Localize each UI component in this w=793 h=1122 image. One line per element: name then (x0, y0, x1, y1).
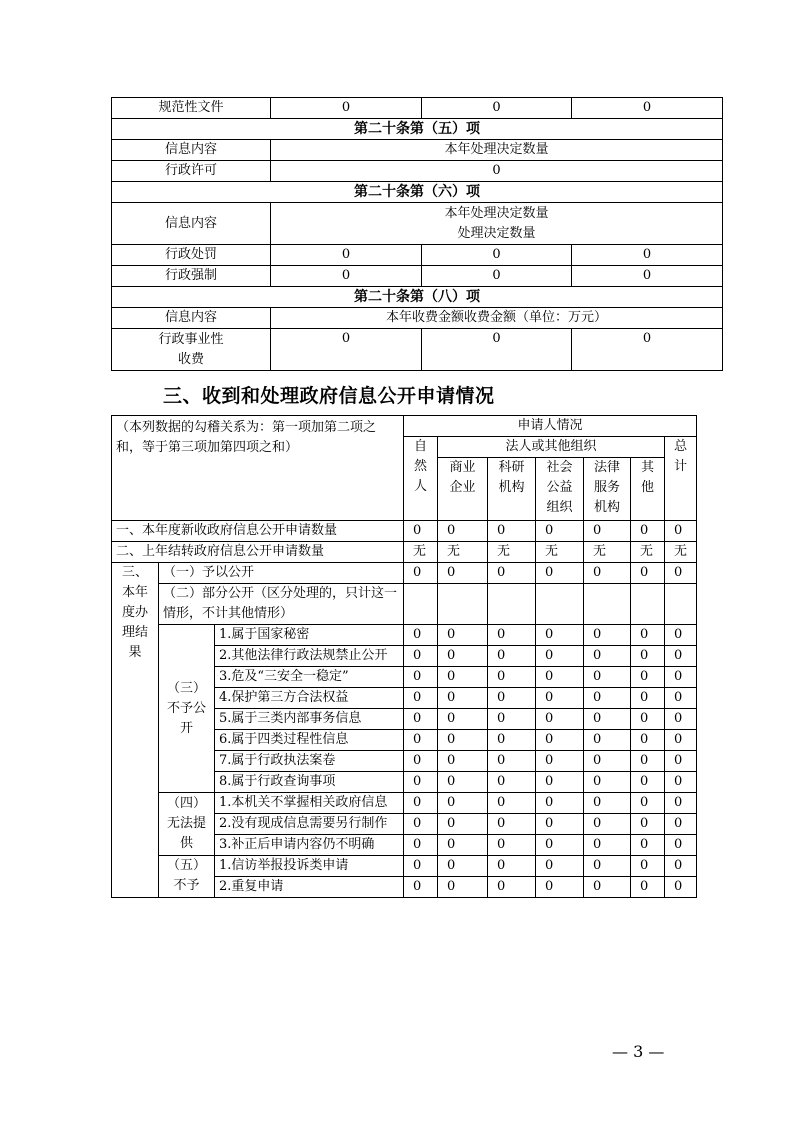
cell-value: 0 (404, 793, 438, 814)
row-label: 1.信访举报投诉类申请 (215, 856, 404, 877)
cell-value: 0 (665, 814, 697, 835)
cell-value: 0 (488, 751, 536, 772)
cell-value: 0 (404, 688, 438, 709)
cell-value: 0 (404, 814, 438, 835)
table-row (112, 308, 723, 329)
header-text: 商业企业 (449, 460, 476, 495)
table-row (112, 161, 723, 182)
cell-value: 0 (665, 563, 697, 584)
cell-value: 0 (572, 245, 723, 266)
cell-value: 0 (488, 521, 536, 542)
cell-value: 0 (631, 625, 665, 646)
result-label: 三、本年度办理结果 (112, 563, 159, 898)
cell-value: 0 (584, 877, 631, 898)
cell-value: 0 (536, 793, 584, 814)
cell-value: 0 (271, 161, 723, 182)
cell-value: 0 (536, 667, 584, 688)
cell-value: 0 (536, 563, 584, 584)
cell-value: 0 (584, 814, 631, 835)
label-line: 收费 (177, 351, 204, 367)
cell-value: 0 (438, 793, 488, 814)
header-text: 其他 (641, 460, 655, 495)
row-label: 1.本机关不掌握相关政府信息 (215, 793, 404, 814)
cell-value: 0 (404, 667, 438, 688)
cell-value: 0 (665, 667, 697, 688)
cell-value: 0 (488, 709, 536, 730)
cell-value: 0 (584, 772, 631, 793)
cell-value: 0 (404, 877, 438, 898)
cell-value: 无 (665, 542, 697, 563)
table-row (112, 521, 697, 542)
natural-person-header (404, 437, 438, 521)
cell-value: 0 (488, 667, 536, 688)
cell-value: 0 (438, 709, 488, 730)
application-table-body (112, 416, 697, 898)
cell-value: 0 (631, 646, 665, 667)
cell-value: 0 (631, 751, 665, 772)
cell-value: 0 (438, 730, 488, 751)
cell-value: 0 (584, 688, 631, 709)
cell-value: 0 (488, 793, 536, 814)
cell-value: 无 (536, 542, 584, 563)
row-label: 规范性文件 (112, 98, 271, 119)
cell-value: 0 (665, 709, 697, 730)
header-text: 自然人 (414, 439, 428, 494)
cell-value: 0 (438, 646, 488, 667)
cell-value: 0 (665, 730, 697, 751)
cell-value: 0 (438, 625, 488, 646)
cell-value: 0 (488, 814, 536, 835)
cell-value: 无 (488, 542, 536, 563)
section-title-row (112, 182, 723, 203)
cell-empty (488, 584, 536, 625)
section-title-row (112, 119, 723, 140)
column-header (536, 458, 584, 521)
cell-value: 0 (631, 709, 665, 730)
cell-value: 0 (404, 521, 438, 542)
table-row (112, 793, 697, 814)
cell-value: 0 (665, 793, 697, 814)
row-label: （二）部分公开（区分处理的，只计这一情形，不计其他情形） (159, 584, 404, 625)
cell-value: 0 (488, 856, 536, 877)
row-label: 6.属于四类过程性信息 (215, 730, 404, 751)
cell-value: 0 (631, 772, 665, 793)
cell-value: 0 (488, 877, 536, 898)
column-header: 本年收费金额收费金额（单位：万元） (271, 308, 723, 329)
cell-value: 0 (404, 563, 438, 584)
header-text: 社会公益组织 (546, 460, 573, 515)
cell-value: 0 (404, 751, 438, 772)
cell-value: 0 (536, 877, 584, 898)
row-label: 行政处罚 (112, 245, 271, 266)
cell-value: 0 (584, 709, 631, 730)
cell-value: 0 (438, 877, 488, 898)
cell-value: 0 (404, 835, 438, 856)
column-header (271, 203, 723, 245)
cell-value: 0 (404, 625, 438, 646)
cell-value: 0 (488, 646, 536, 667)
cell-empty (438, 584, 488, 625)
table-row (112, 203, 723, 245)
cell-value: 0 (584, 521, 631, 542)
cell-value: 0 (584, 793, 631, 814)
cell-value: 0 (572, 329, 723, 371)
row-label (112, 329, 271, 371)
cell-value: 0 (631, 521, 665, 542)
cell-value: 0 (536, 625, 584, 646)
cell-value: 0 (488, 772, 536, 793)
row-label: 3.补正后申请内容仍不明确 (215, 835, 404, 856)
relation-note: （本列数据的勾稽关系为：第一项加第二项之和，等于第三项加第四项之和） (112, 416, 404, 521)
cell-value: 0 (536, 730, 584, 751)
group-label: （三）不予公开 (159, 625, 215, 793)
cell-value: 0 (404, 856, 438, 877)
cell-value: 0 (488, 688, 536, 709)
section-heading: 三、收到和处理政府信息公开申请情况 (163, 385, 495, 407)
cell-value: 0 (271, 266, 422, 287)
row-label: 信息内容 (112, 308, 271, 329)
cell-value: 0 (631, 730, 665, 751)
table-row (112, 584, 697, 625)
column-header: 本年处理决定数量 (271, 140, 723, 161)
cell-value: 0 (271, 245, 422, 266)
cell-value: 0 (584, 856, 631, 877)
row-label: 1.属于国家秘密 (215, 625, 404, 646)
cell-value: 0 (422, 98, 572, 119)
column-header (631, 458, 665, 521)
table-row (112, 98, 723, 119)
cell-value: 0 (488, 730, 536, 751)
row-label: 行政许可 (112, 161, 271, 182)
row-label: 3.危及“三安全一稳定” (215, 667, 404, 688)
page-number: — 3 — (612, 1042, 665, 1061)
cell-value: 0 (631, 814, 665, 835)
header-text: 法律服务机构 (594, 460, 621, 515)
cell-value: 0 (404, 709, 438, 730)
cell-value: 0 (438, 772, 488, 793)
cell-value: 无 (404, 542, 438, 563)
row-label: 信息内容 (112, 203, 271, 245)
cell-value: 0 (488, 563, 536, 584)
cell-value: 0 (404, 772, 438, 793)
cell-value: 0 (536, 709, 584, 730)
cell-value: 0 (665, 877, 697, 898)
cell-value: 0 (631, 856, 665, 877)
cell-value: 0 (536, 814, 584, 835)
cell-value: 0 (665, 835, 697, 856)
cell-empty (404, 584, 438, 625)
cell-value: 0 (438, 563, 488, 584)
cell-empty (631, 584, 665, 625)
cell-empty (584, 584, 631, 625)
cell-value: 0 (536, 751, 584, 772)
cell-value: 0 (631, 877, 665, 898)
cell-value: 无 (438, 542, 488, 563)
row-label: 信息内容 (112, 140, 271, 161)
header-line: 处理决定数量 (457, 225, 536, 241)
cell-value: 0 (665, 688, 697, 709)
cell-value: 0 (438, 688, 488, 709)
row-label: 2.重复申请 (215, 877, 404, 898)
cell-value: 无 (584, 542, 631, 563)
label-line: 行政事业性 (158, 331, 224, 347)
legal-group-header: 法人或其他组织 (438, 437, 665, 458)
cell-value: 0 (572, 266, 723, 287)
cell-value: 0 (584, 835, 631, 856)
section-title-row (112, 287, 723, 308)
cell-value: 0 (438, 814, 488, 835)
cell-value: 0 (584, 625, 631, 646)
cell-value: 0 (584, 563, 631, 584)
applicant-header: 申请人情况 (404, 416, 697, 437)
cell-value: 0 (665, 772, 697, 793)
cell-value: 0 (438, 835, 488, 856)
cell-value: 0 (536, 835, 584, 856)
cell-value: 0 (438, 521, 488, 542)
table-row (112, 542, 697, 563)
application-table (111, 415, 697, 898)
cell-value: 0 (631, 835, 665, 856)
section-title: 第二十条第（六）项 (112, 182, 723, 203)
table-row (112, 625, 697, 646)
row-label: 行政强制 (112, 266, 271, 287)
cell-value: 0 (438, 667, 488, 688)
cell-value: 0 (422, 245, 572, 266)
group-label: （五）不予 (159, 856, 215, 898)
cell-value: 0 (536, 772, 584, 793)
cell-value: 0 (536, 646, 584, 667)
group-label: （四）无法提供 (159, 793, 215, 856)
column-header (438, 458, 488, 521)
section-title: 第二十条第（八）项 (112, 287, 723, 308)
cell-value: 0 (488, 625, 536, 646)
cell-value: 0 (631, 563, 665, 584)
cell-value: 0 (665, 856, 697, 877)
total-header (665, 437, 697, 521)
cell-empty (536, 584, 584, 625)
row-label: 5.属于三类内部事务信息 (215, 709, 404, 730)
header-text: 总计 (674, 439, 688, 474)
cell-value: 0 (631, 667, 665, 688)
cell-value: 0 (271, 98, 422, 119)
table-row (112, 329, 723, 371)
statistics-table-part2 (111, 97, 723, 371)
row-label: 二、上年结转政府信息公开申请数量 (112, 542, 404, 563)
cell-value: 0 (422, 266, 572, 287)
cell-value: 0 (572, 98, 723, 119)
cell-value: 无 (631, 542, 665, 563)
table-row (112, 140, 723, 161)
cell-value: 0 (665, 751, 697, 772)
cell-value: 0 (271, 329, 422, 371)
cell-value: 0 (584, 730, 631, 751)
cell-value: 0 (665, 646, 697, 667)
cell-value: 0 (438, 751, 488, 772)
section-title: 第二十条第（五）项 (112, 119, 723, 140)
cell-value: 0 (438, 856, 488, 877)
cell-value: 0 (536, 688, 584, 709)
row-label: 2.其他法律行政法规禁止公开 (215, 646, 404, 667)
column-header (584, 458, 631, 521)
header-row (112, 416, 697, 437)
column-header (488, 458, 536, 521)
table-row (112, 266, 723, 287)
table-row (112, 856, 697, 877)
row-label: （一）予以公开 (159, 563, 404, 584)
cell-value: 0 (631, 688, 665, 709)
cell-value: 0 (584, 667, 631, 688)
row-label: 2.没有现成信息需要另行制作 (215, 814, 404, 835)
table-row (112, 245, 723, 266)
cell-value: 0 (584, 646, 631, 667)
cell-value: 0 (631, 793, 665, 814)
row-label: 7.属于行政执法案卷 (215, 751, 404, 772)
row-label: 8.属于行政查询事项 (215, 772, 404, 793)
cell-value: 0 (665, 521, 697, 542)
cell-value: 0 (536, 521, 584, 542)
cell-empty (665, 584, 697, 625)
cell-value: 0 (488, 835, 536, 856)
header-line: 本年处理决定数量 (444, 205, 549, 221)
row-label: 4.保护第三方合法权益 (215, 688, 404, 709)
cell-value: 0 (536, 856, 584, 877)
cell-value: 0 (422, 329, 572, 371)
row-label: 一、本年度新收政府信息公开申请数量 (112, 521, 404, 542)
header-text: 科研机构 (498, 460, 525, 495)
cell-value: 0 (404, 646, 438, 667)
cell-value: 0 (584, 751, 631, 772)
cell-value: 0 (404, 730, 438, 751)
cell-value: 0 (665, 625, 697, 646)
table-row (112, 563, 697, 584)
